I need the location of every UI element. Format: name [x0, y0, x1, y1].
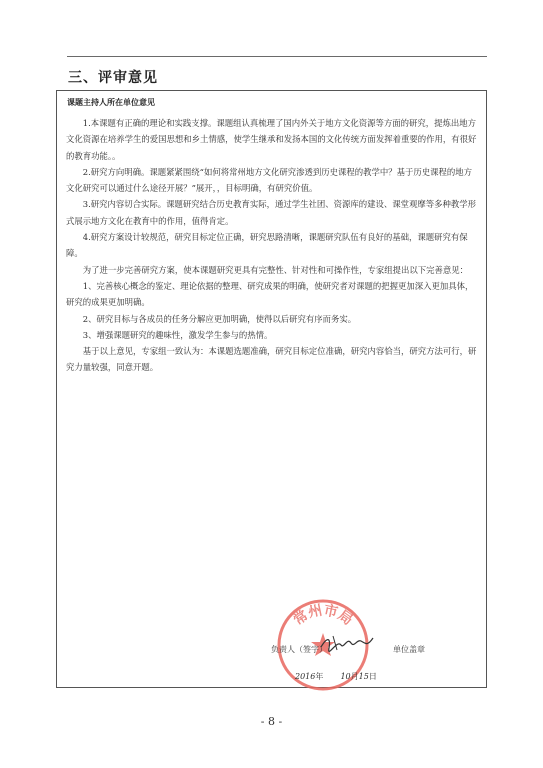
- opinion-body: [66, 115, 478, 376]
- date-line: [295, 671, 377, 682]
- section-heading: 三、评审意见: [68, 70, 158, 86]
- header-rule: [67, 56, 487, 57]
- signature-label: 负责人（签字）: [271, 645, 327, 654]
- suggestion-1: 1、完善核心概念的鉴定、理论依据的整理、研究成果的明确，使研究者对课题的把握更加深入更加具体，研究的成果更加明确。: [66, 280, 474, 308]
- page-number: - 8 -: [260, 715, 283, 728]
- date-month-suffix: 月: [350, 672, 359, 681]
- opinion-paragraph-4: 4.研究方案设计较规范，研究目标定位正确，研究思路清晰，课题研究队伍有良好的基础，课题研究有保障。: [66, 232, 468, 259]
- opinion-paragraph-1: 1.本课题有正确的理论和实践支撑。课题组认真梳理了国内外关于地方文化资源等方面的研究，提炼出地方文化资源在培养学生的爱国思想和乡土情感，使学生继承和发扬本国的文化传统方面发挥着重要的作用，有很好的教育功能。。: [66, 118, 477, 161]
- suggestion-intro: 为了进一步完善研究方案，使本课题研究更具有完整性、针对性和可操作性，专家组提出以下完善意见：: [82, 264, 469, 275]
- opinion-paragraph-2: 2.研究方向明确。课题紧紧围绕“如何将常州地方文化研究渗透到历史课程的教学中？基于历史课程的地方文化研究可以通过什么途径开展？”展开，，目标明确，有研究价值。: [66, 166, 472, 194]
- date-year-suffix: 年: [315, 672, 324, 681]
- suggestion-3: 3、增强课题研究的趣味性，激发学生参与的热情。: [82, 329, 273, 340]
- unit-seal-label: 单位盖章: [393, 645, 425, 654]
- handwritten-signature: [319, 633, 375, 653]
- review-opinion-box: [56, 90, 487, 688]
- suggestion-2: 2、研究目标与各成员的任务分解应更加明确，使得以后研究有序而务实。: [82, 313, 357, 324]
- date-day-suffix: 日: [368, 672, 377, 681]
- opinion-paragraph-3: 3.研究内容切合实际。课题研究结合历史教育实际，通过学生社团、资源库的建设、课堂观摩等多种教学形式展示地方文化在教育中的作用，值得肯定。: [66, 199, 477, 226]
- date-month: 10: [340, 672, 351, 681]
- date-year: 2016: [295, 672, 316, 681]
- date-day: 15: [358, 672, 369, 681]
- seal-text: 常州市局: [290, 602, 356, 629]
- box-title: 课题主持人所在单位意见: [67, 97, 155, 107]
- conclusion-paragraph: 基于以上意见，专家组一致认为：本课题选题准确，研究目标定位准确，研究内容恰当，研究方法可行，研究力量较强，同意开题。: [66, 346, 477, 373]
